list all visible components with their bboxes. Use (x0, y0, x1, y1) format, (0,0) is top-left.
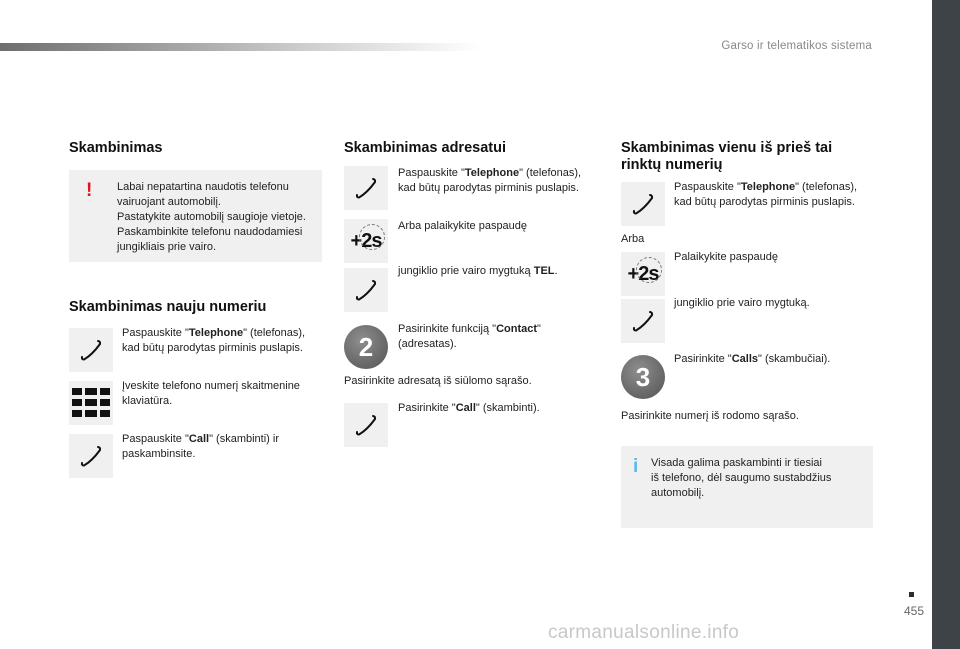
page-marker (909, 592, 914, 597)
call-button-tile[interactable] (69, 434, 113, 478)
warning-box (69, 170, 322, 262)
phone-button-tile[interactable] (344, 166, 388, 210)
warning-text: Labai nepatartina naudotis telefonu vairuojant automobilį. Pastatykite automobilį saugioje vietoje. Paskambinkite telefonu naudodamiesi jungikliais prie vairo. (117, 181, 306, 253)
press-and-hold-2s-icon: +2s (351, 230, 382, 253)
page-number: 455 (903, 604, 924, 618)
step-steering-text: jungiklio prie vairo mygtuką. (674, 297, 810, 309)
keypad-button-tile[interactable] (69, 381, 113, 425)
step-calls-text: Pasirinkite "Calls" (skambučiai). (674, 353, 831, 365)
step-telephone-text: Paspauskite "Telephone" (telefonas), kad būtų parodytas pirminis puslapis. (122, 327, 306, 354)
press-and-hold-2s-icon: +2s (628, 263, 659, 286)
phone-button-tile[interactable] (69, 328, 113, 372)
info-text: Visada galima paskambinti ir tiesiai iš telefono, dėl saugumo sustabdžius automobilį. (651, 457, 832, 499)
steering-button-tile[interactable] (621, 299, 665, 343)
section-title-contact: Skambinimas adresatui (344, 140, 506, 156)
section-title-new-number: Skambinimas nauju numeriu (69, 299, 267, 315)
phone-button-tile[interactable] (621, 182, 665, 226)
warning-icon: ! (86, 180, 93, 201)
keypad-icon (72, 388, 110, 418)
step-2-badge: 2 (344, 325, 388, 369)
phone-handset-icon (353, 277, 379, 303)
step-call-text: Paspauskite "Call" (skambinti) ir paskambinsite. (122, 433, 279, 460)
step-call-text: Pasirinkite "Call" (skambinti). (398, 402, 540, 414)
step-tel-text: jungiklio prie vairo mygtuką TEL. (398, 265, 558, 277)
step-telephone-text: Paspauskite "Telephone" (telefonas), kad būtų parodytas pirminis puslapis. (398, 167, 582, 194)
call-button-tile[interactable] (344, 403, 388, 447)
step-hold-text: Arba palaikykite paspaudę (398, 220, 528, 232)
step-hold-text: Palaikykite paspaudę (674, 251, 778, 263)
info-box (621, 446, 873, 528)
phone-handset-icon (78, 443, 104, 469)
header-gradient-bar (0, 43, 480, 51)
phone-handset-icon (630, 191, 656, 217)
page-header-title: Garso ir telematikos sistema (721, 40, 872, 52)
info-icon: i (633, 456, 639, 477)
step-keypad-text: Įveskite telefono numerį skaitmenine klaviatūra. (122, 380, 300, 407)
step-telephone-text: Paspauskite "Telephone" (telefonas), kad būtų parodytas pirminis puslapis. (674, 181, 858, 208)
watermark: carmanualsonline.info (548, 622, 740, 643)
phone-handset-icon (78, 337, 104, 363)
hold-button-tile[interactable] (621, 252, 665, 296)
or-text: Arba (621, 233, 645, 245)
select-number-text: Pasirinkite numerį iš rodomo sąrašo. (621, 410, 799, 422)
phone-handset-icon (353, 175, 379, 201)
side-bar (932, 0, 960, 649)
section-title-recent-numbers: Skambinimas vienu iš prieš tai rinktų numerių (621, 140, 833, 173)
tel-button-tile[interactable] (344, 268, 388, 312)
select-contact-text: Pasirinkite adresatą iš siūlomo sąrašo. (344, 375, 532, 387)
step-3-badge: 3 (621, 355, 665, 399)
section-title-calling: Skambinimas (69, 140, 163, 156)
step-contact-text: Pasirinkite funkciją "Contact" (adresatas). (398, 323, 541, 350)
phone-handset-icon (353, 412, 379, 438)
phone-handset-icon (630, 308, 656, 334)
hold-button-tile[interactable] (344, 219, 388, 263)
